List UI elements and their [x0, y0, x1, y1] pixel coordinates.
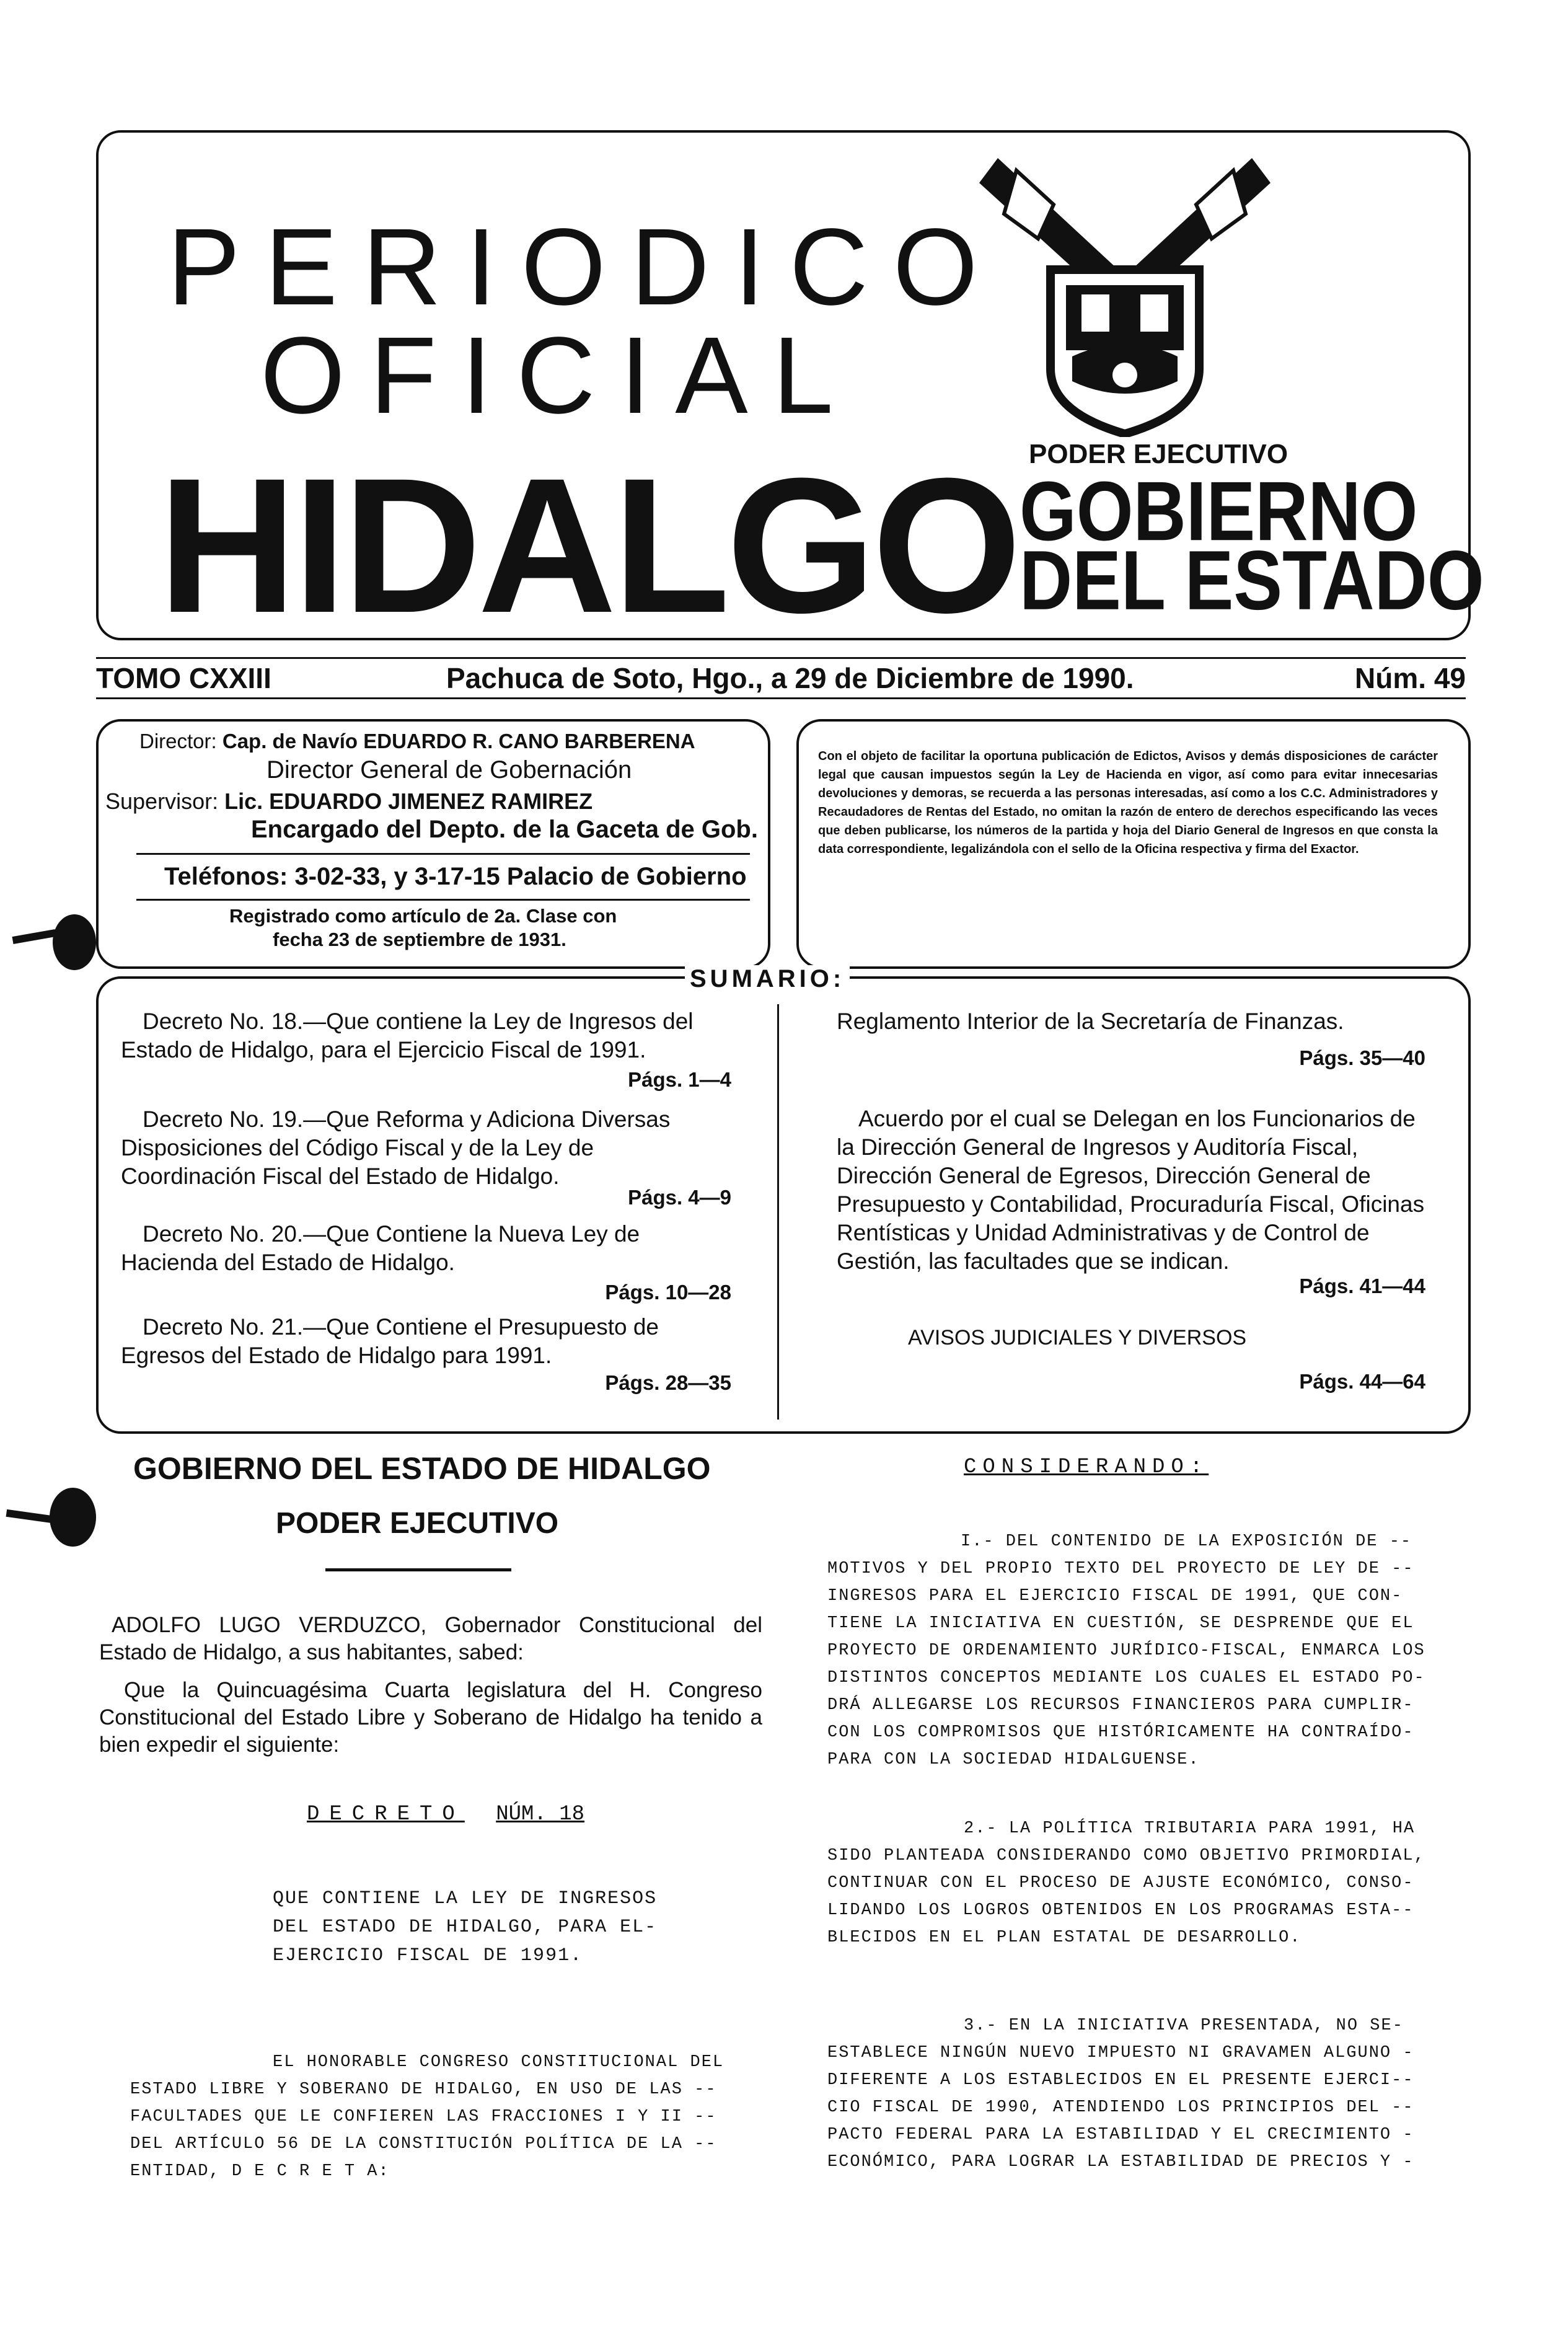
sumario-item-1: Decreto No. 18.—Que contiene la Ley de Ingresos del Estado de Hidalgo, para el Ejercicio Fiscal de 1991. [121, 1009, 694, 1062]
masthead-branch: PODER EJECUTIVO [1029, 439, 1288, 469]
masthead-gov-line1: GOBIERNO [1020, 464, 1418, 559]
sumario-pages-5: Págs. 35—40 [1299, 1046, 1425, 1069]
director-title: Director General de Gobernación [266, 756, 632, 784]
para1-line-7: DRÁ ALLEGARSE LOS RECURSOS FINANCIEROS PARA CUMPLIR- [827, 1696, 1414, 1715]
masthead-government [1020, 464, 1484, 628]
para1-line-1: I.- DEL CONTENIDO DE LA EXPOSICIÓN DE -- [961, 1532, 1412, 1551]
decree-title-3: EJERCICIO FISCAL DE 1991. [273, 1945, 583, 1966]
sumario-pages-3: Págs. 10—28 [605, 1281, 731, 1304]
sumario-pages-1: Págs. 1—4 [628, 1068, 731, 1091]
para3-line-4: CIO FISCAL DE 1990, ATENDIENDO LOS PRINCIPIOS DEL -- [827, 2098, 1414, 2117]
para3-line-1: 3.- EN LA INICIATIVA PRESENTADA, NO SE- [964, 2016, 1404, 2035]
registration-line2: fecha 23 de septiembre de 1931. [273, 929, 566, 950]
registration-line1: Registrado como artículo de 2a. Clase con [229, 905, 617, 927]
enacting-line-3: FACULTADES QUE LE CONFIEREN LAS FRACCIONES I Y II -- [130, 2108, 717, 2126]
sumario-item-3: Decreto No. 20.—Que Contiene la Nueva Ley de Hacienda del Estado de Hidalgo. [121, 1221, 640, 1275]
sumario-title: SUMARIO: [685, 965, 850, 993]
sumario-item-4: Decreto No. 21.—Que Contiene el Presupuesto de Egresos del Estado de Hidalgo para 1991. [121, 1314, 659, 1368]
masthead-title-oficial: OFICIAL [260, 315, 858, 436]
issue-place-date: Pachuca de Soto, Hgo., a 29 de Diciembre de 1990. [446, 662, 1134, 694]
state-coat-of-arms-icon [979, 146, 1271, 437]
issue-header [96, 657, 1466, 699]
decree-heading [307, 1803, 584, 1826]
para3-line-6: ECONÓMICO, PARA LOGRAR LA ESTABILIDAD DE PRECIOS Y - [827, 2153, 1414, 2171]
para2-line-1: 2.- LA POLÍTICA TRIBUTARIA PARA 1991, HA [964, 1819, 1416, 1838]
para1-line-8: CON LOS COMPROMISOS QUE HISTÓRICAMENTE HA CONTRAÍDO- [827, 1723, 1414, 1742]
enacting-line-1: EL HONORABLE CONGRESO CONSTITUCIONAL DEL [273, 2053, 725, 2072]
decree-title-1: QUE CONTIENE LA LEY DE INGRESOS [273, 1888, 658, 1909]
sumario-item-2: Decreto No. 19.—Que Reforma y Adiciona Diversas Disposiciones del Código Fiscal y de la Ley de Coordinación Fiscal del Estado de Hidalgo. [121, 1106, 671, 1189]
decree-word: DECRETO [307, 1803, 465, 1826]
sumario-item-6: Acuerdo por el cual se Delegan en los Funcionarios de la Dirección General de Ingresos y Auditoría Fiscal, Dirección General de Egresos, Dirección General de Presupuesto y Contabilidad, Procuraduría Fiscal, Oficinas Rentísticas y Unidad Administrativas y de Control de Gestión, las facultades que se indican. [837, 1106, 1425, 1274]
director-label: Director: [139, 730, 217, 753]
para2-line-4: LIDANDO LOS LOGROS OBTENIDOS EN LOS PROGRAMAS ESTA-- [827, 1901, 1414, 1920]
sumario-pages-2: Págs. 4—9 [628, 1186, 731, 1209]
enacting-line-2: ESTADO LIBRE Y SOBERANO DE HIDALGO, EN USO DE LAS -- [130, 2080, 717, 2099]
scan-mark-streak-top [12, 929, 56, 944]
scan-punch-mark-top [53, 914, 96, 970]
para1-line-3: INGRESOS PARA EL EJERCICIO FISCAL DE 1991, QUE CON- [827, 1587, 1403, 1605]
intro-paragraph-1: ADOLFO LUGO VERDUZCO, Gobernador Constitucional del Estado de Hidalgo, a sus habitantes, sabed: [99, 1613, 762, 1664]
decree-number: NÚM. 18 [496, 1803, 585, 1826]
para2-line-2: SIDO PLANTEADA CONSIDERANDO COMO OBJETIVO PRIMORDIAL, [827, 1847, 1425, 1865]
director-name: Cap. de Navío EDUARDO R. CANO BARBERENA [222, 730, 695, 753]
para2-line-3: CONTINUAR CON EL PROCESO DE AJUSTE ECONÓMICO, CONSO- [827, 1874, 1414, 1893]
supervisor-line [105, 788, 592, 815]
para1-line-2: MOTIVOS Y DEL PROPIO TEXTO DEL PROYECTO DE LEY DE -- [827, 1560, 1414, 1578]
para1-line-5: PROYECTO DE ORDENAMIENTO JURÍDICO-FISCAL, ENMARCA LOS [827, 1641, 1425, 1660]
director-line [139, 730, 695, 753]
supervisor-title: Encargado del Depto. de la Gaceta de Gob. [251, 816, 758, 843]
scan-mark-streak-bottom [6, 1509, 53, 1523]
directory-divider [136, 853, 750, 855]
para1-line-6: DISTINTOS CONCEPTOS MEDIANTE LOS CUALES EL ESTADO PO- [827, 1669, 1425, 1687]
issue-number: Núm. 49 [1355, 662, 1466, 694]
considerando-heading: CONSIDERANDO: [964, 1455, 1209, 1479]
enacting-line-5: ENTIDAD, D E C R E T A: [130, 2162, 390, 2181]
directory-divider-2 [136, 899, 750, 901]
sumario-pages-7: Págs. 44—64 [1299, 1370, 1425, 1393]
para3-line-3: DIFERENTE A LOS ESTABLECIDOS EN EL PRESENTE EJERCI-- [827, 2071, 1414, 2090]
para3-line-2: ESTABLECE NINGÚN NUEVO IMPUESTO NI GRAVAMEN ALGUNO - [827, 2044, 1414, 2062]
sumario-item-7: AVISOS JUDICIALES Y DIVERSOS [908, 1326, 1247, 1349]
para1-line-4: TIENE LA INICIATIVA EN CUESTIÓN, SE DESPRENDE QUE EL [827, 1614, 1414, 1633]
issue-tomo: TOMO CXXIII [96, 662, 271, 694]
enacting-line-4: DEL ARTÍCULO 56 DE LA CONSTITUCIÓN POLÍTICA DE LA -- [130, 2135, 717, 2153]
heading-rule [325, 1568, 511, 1571]
decree-title-2: DEL ESTADO DE HIDALGO, PARA EL- [273, 1917, 658, 1938]
gov-heading: GOBIERNO DEL ESTADO DE HIDALGO [133, 1451, 711, 1486]
sumario-pages-6: Págs. 41—44 [1299, 1274, 1425, 1297]
sumario-divider [777, 1004, 779, 1420]
para2-line-5: BLECIDOS EN EL PLAN ESTATAL DE DESARROLLO. [827, 1928, 1302, 1947]
intro-paragraph-2: Que la Quincuagésima Cuarta legislatura del H. Congreso Constitucional del Estado Libre y Soberano de Hidalgo ha tenido a bien expedir el siguiente: [99, 1678, 762, 1757]
phones: Teléfonos: 3-02-33, y 3-17-15 Palacio de Gobierno [164, 863, 747, 890]
notice-text: Con el objeto de facilitar la oportuna publicación de Edictos, Avisos y demás disposiciones de carácter legal que causan impuestos según la Ley de Hacienda en vigor, así como para evitar innecesarias devoluciones y demoras, se recuerda a las personas interesadas, así como a los C.C. Administradores y Recaudadores de Rentas del Estado, no omitan la razón de entero de derechos especificando las veces que deben publicarse, los números de la partida y hoja del Diario General de Ingresos en que consta la data correspondiente, legalizándola con el sello de la Oficina respectiva y firma del Exactor. [818, 749, 1438, 856]
sumario-pages-4: Págs. 28—35 [605, 1371, 731, 1394]
masthead-gov-line2: DEL ESTADO [1020, 533, 1484, 628]
supervisor-label: Supervisor: [105, 788, 219, 814]
gov-subheading: PODER EJECUTIVO [276, 1507, 559, 1540]
scan-punch-mark-bottom [50, 1488, 96, 1547]
masthead-title-periodico: PERIODICO [167, 206, 1003, 328]
supervisor-name: Lic. EDUARDO JIMENEZ RAMIREZ [224, 788, 593, 814]
masthead-state-name: HIDALGO [158, 438, 1018, 653]
para3-line-5: PACTO FEDERAL PARA LA ESTABILIDAD Y EL CRECIMIENTO - [827, 2126, 1414, 2144]
para1-line-9: PARA CON LA SOCIEDAD HIDALGUENSE. [827, 1751, 1200, 1769]
sumario-item-5: Reglamento Interior de la Secretaría de Finanzas. [837, 1009, 1344, 1034]
